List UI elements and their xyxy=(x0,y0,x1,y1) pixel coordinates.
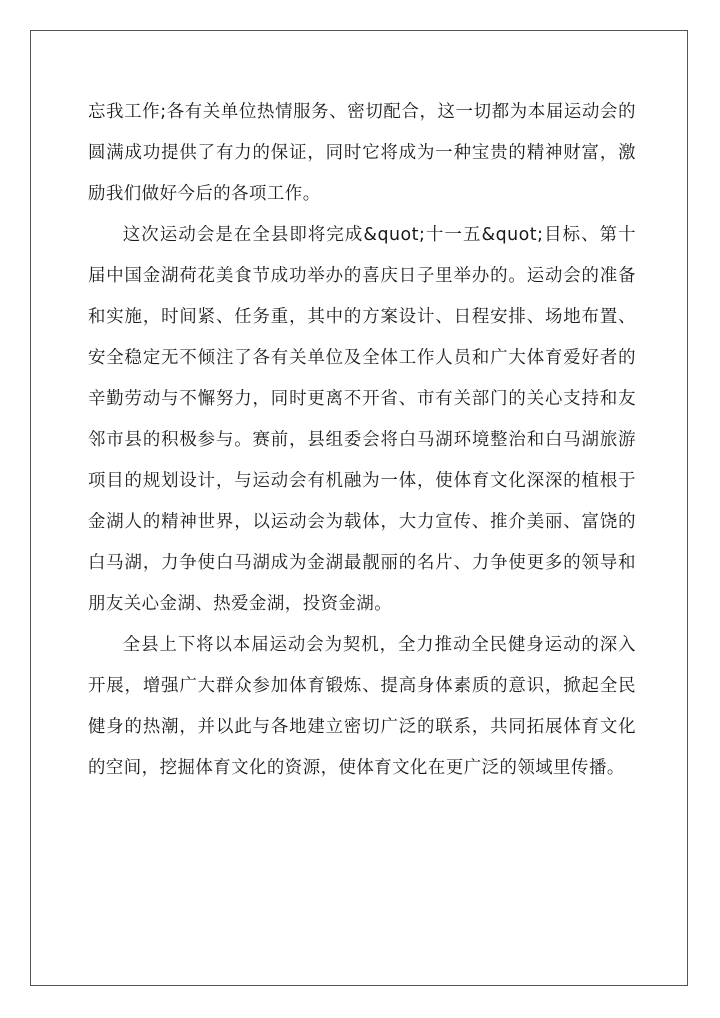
paragraph-2: 这次运动会是在全县即将完成&quot;十一五&quot;目标、第十届中国金湖荷花美食节成功举办的喜庆日子里举办的。运动会的准备和实施，时间紧、任务重，其中的方案设计、日程安排、场地布置、安全稳定无不倾注了各有关单位及全体工作人员和广大体育爱好者的辛勤劳动与不懈努力，同时更离不开省、市有关部门的关心支持和友邻市县的积极参与。赛前，县组委会将白马湖环境整治和白马湖旅游项目的规划设计，与运动会有机融为一体，使体育文化深深的植根于金湖人的精神世界，以运动会为载体，大力宣传、推介美丽、富饶的白马湖，力争使白马湖成为金湖最靓丽的名片、力争使更多的领导和朋友关心金湖、热爱金湖，投资金湖。 xyxy=(88,225,636,614)
paragraph-1: 忘我工作;各有关单位热情服务、密切配合，这一切都为本届运动会的圆满成功提供了有力的保证，同时它将成为一种宝贵的精神财富，激励我们做好今后的各项工作。 xyxy=(88,102,636,204)
paragraph-3: 全县上下将以本届运动会为契机，全力推动全民健身运动的深入开展，增强广大群众参加体育锻炼、提高身体素质的意识，掀起全民健身的热潮，并以此与各地建立密切广泛的联系，共同拓展体育文化的空间，挖掘体育文化的资源，使体育文化在更广泛的领域里传播。 xyxy=(88,635,636,778)
document-body xyxy=(88,92,636,789)
